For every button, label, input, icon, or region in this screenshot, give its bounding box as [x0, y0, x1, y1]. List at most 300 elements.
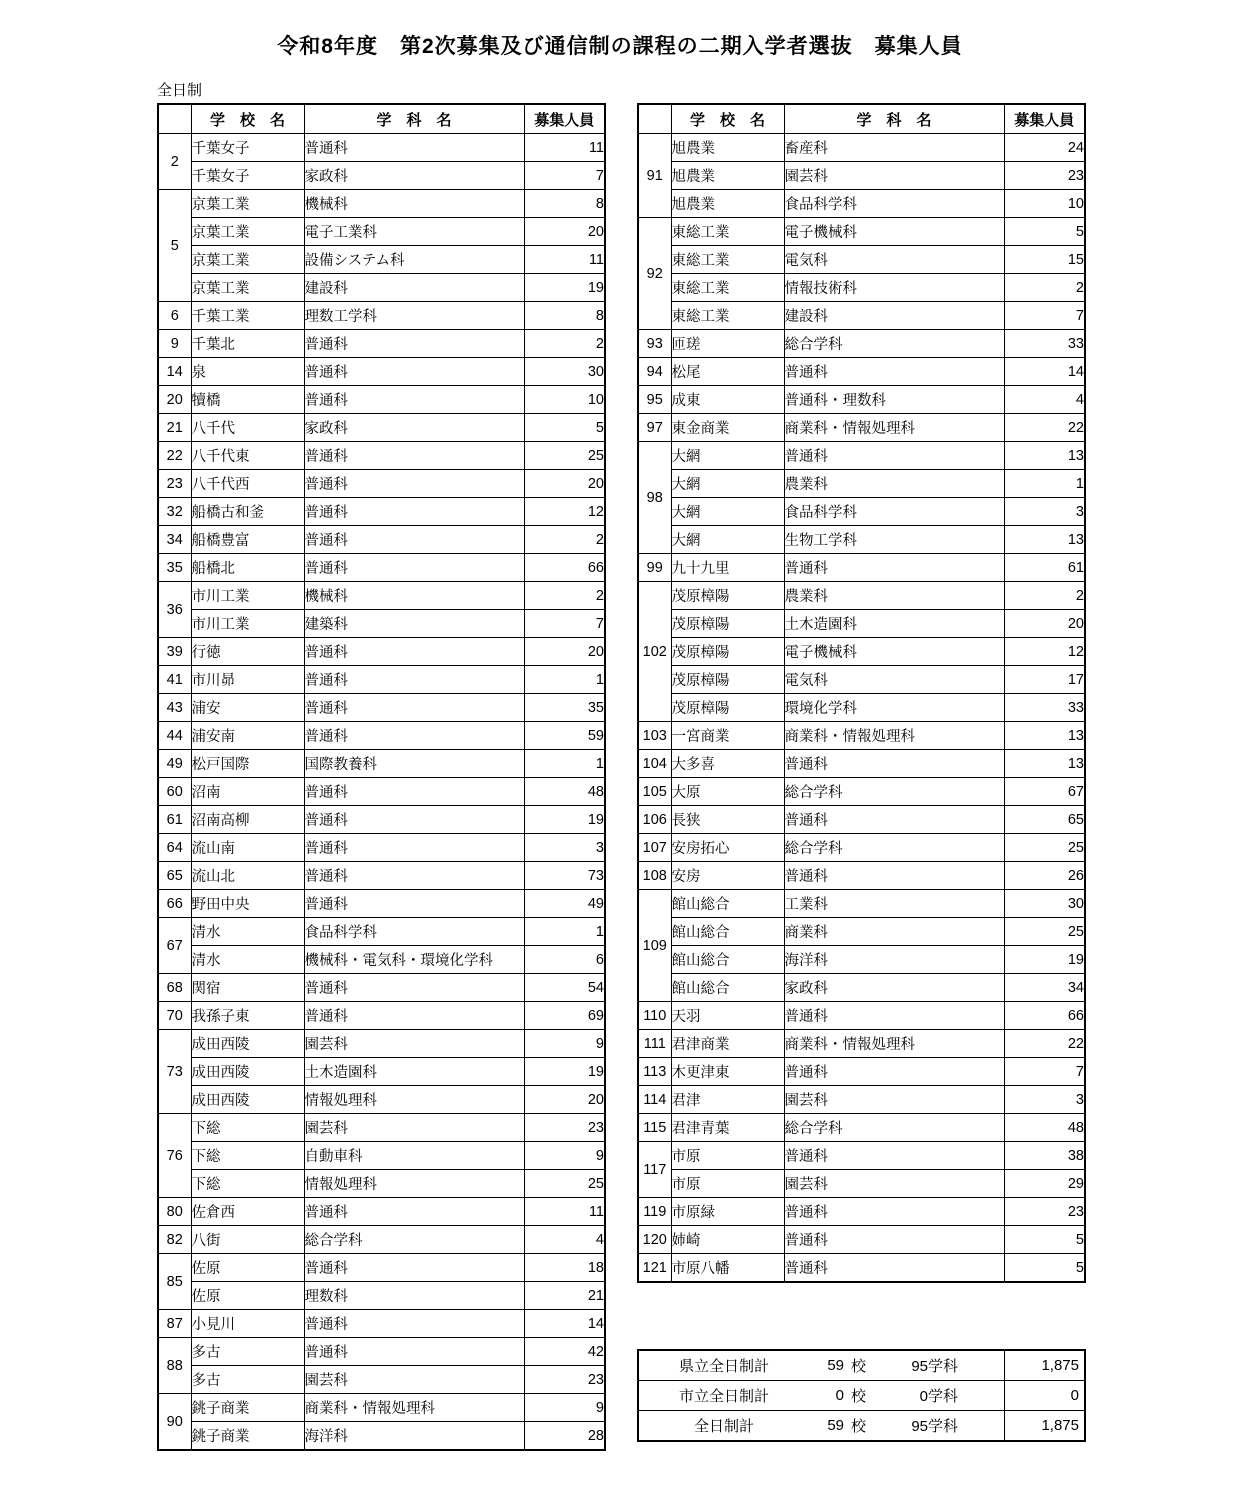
school-number-cell: 43	[158, 694, 191, 722]
header-no-cell	[638, 104, 671, 134]
table-row	[158, 582, 605, 610]
capacity-cell: 42	[524, 1338, 605, 1366]
department-cell: 建設科	[304, 274, 524, 302]
department-cell: 園芸科	[304, 1114, 524, 1142]
capacity-cell: 11	[524, 246, 605, 274]
school-number-cell: 5	[158, 190, 191, 302]
table-row	[638, 162, 1085, 190]
department-cell: 海洋科	[784, 946, 1004, 974]
table-row	[158, 1282, 605, 1310]
school-name-cell: 成田西陵	[191, 1030, 304, 1058]
school-number-cell: 119	[638, 1198, 671, 1226]
department-cell: 家政科	[784, 974, 1004, 1002]
capacity-cell: 12	[1004, 638, 1085, 666]
summary-label: 県立全日制計	[678, 1358, 769, 1375]
department-cell: 電子機械科	[784, 218, 1004, 246]
header-dept-name: 学 科 名	[304, 104, 524, 134]
summary-total-cell: 0	[1004, 1381, 1085, 1411]
school-name-cell: 流山南	[191, 834, 304, 862]
capacity-cell: 2	[524, 526, 605, 554]
capacity-cell: 9	[524, 1142, 605, 1170]
department-cell: 環境化学科	[784, 694, 1004, 722]
department-cell: 総合学科	[784, 778, 1004, 806]
school-name-cell: 安房拓心	[671, 834, 784, 862]
capacity-cell: 10	[524, 386, 605, 414]
table-row	[638, 302, 1085, 330]
school-name-cell: 京葉工業	[191, 190, 304, 218]
capacity-cell: 26	[1004, 862, 1085, 890]
capacity-cell: 19	[524, 274, 605, 302]
department-cell: 普通科	[784, 442, 1004, 470]
department-cell: 普通科	[304, 134, 524, 162]
school-name-cell: 茂原樟陽	[671, 610, 784, 638]
capacity-cell: 66	[1004, 1002, 1085, 1030]
capacity-cell: 61	[1004, 554, 1085, 582]
school-number-cell: 80	[158, 1198, 191, 1226]
school-name-cell: 浦安	[191, 694, 304, 722]
school-name-cell: 大網	[671, 442, 784, 470]
school-name-cell: 八千代	[191, 414, 304, 442]
school-name-cell: 野田中央	[191, 890, 304, 918]
capacity-cell: 23	[524, 1114, 605, 1142]
school-name-cell: 成田西陵	[191, 1058, 304, 1086]
school-name-cell: 八千代西	[191, 470, 304, 498]
capacity-cell: 5	[1004, 218, 1085, 246]
table-row	[638, 1002, 1085, 1030]
school-number-cell: 120	[638, 1226, 671, 1254]
school-name-cell: 館山総合	[671, 946, 784, 974]
capacity-cell: 11	[524, 1198, 605, 1226]
capacity-cell: 20	[524, 218, 605, 246]
department-cell: 総合学科	[784, 330, 1004, 358]
table-row	[638, 946, 1085, 974]
department-cell: 普通科	[304, 1002, 524, 1030]
capacity-cell: 19	[524, 806, 605, 834]
capacity-cell: 20	[524, 470, 605, 498]
table-row	[638, 414, 1085, 442]
table-row	[638, 862, 1085, 890]
table-row	[638, 610, 1085, 638]
capacity-cell: 9	[524, 1394, 605, 1422]
department-cell: 普通科	[304, 358, 524, 386]
school-number-cell: 91	[638, 134, 671, 218]
header-row	[638, 104, 1085, 134]
school-number-cell: 34	[158, 526, 191, 554]
school-name-cell: 茂原樟陽	[671, 582, 784, 610]
capacity-cell: 9	[524, 1030, 605, 1058]
school-name-cell: 茂原樟陽	[671, 638, 784, 666]
table-row	[638, 1226, 1085, 1254]
school-name-cell: 下総	[191, 1170, 304, 1198]
school-number-cell: 117	[638, 1142, 671, 1198]
capacity-cell: 19	[524, 1058, 605, 1086]
school-number-cell: 41	[158, 666, 191, 694]
capacity-cell: 3	[524, 834, 605, 862]
table-row	[158, 1422, 605, 1451]
table-row	[638, 330, 1085, 358]
capacity-cell: 25	[1004, 834, 1085, 862]
school-name-cell: 旭農業	[671, 134, 784, 162]
department-cell: 普通科	[784, 554, 1004, 582]
school-number-cell: 98	[638, 442, 671, 554]
school-number-cell: 6	[158, 302, 191, 330]
school-number-cell: 65	[158, 862, 191, 890]
capacity-cell: 35	[524, 694, 605, 722]
table-row	[638, 806, 1085, 834]
table-row	[158, 386, 605, 414]
school-name-cell: 大多喜	[671, 750, 784, 778]
school-number-cell: 73	[158, 1030, 191, 1114]
school-name-cell: 茂原樟陽	[671, 666, 784, 694]
table-row	[638, 218, 1085, 246]
capacity-cell: 34	[1004, 974, 1085, 1002]
department-cell: 海洋科	[304, 1422, 524, 1451]
table-row	[638, 582, 1085, 610]
capacity-cell: 67	[1004, 778, 1085, 806]
school-number-cell: 64	[158, 834, 191, 862]
department-cell: 商業科・情報処理科	[304, 1394, 524, 1422]
table-row	[638, 358, 1085, 386]
table-row	[638, 1142, 1085, 1170]
school-number-cell: 76	[158, 1114, 191, 1198]
table-row	[638, 722, 1085, 750]
summary-label-cell	[638, 1350, 1004, 1381]
department-cell: 普通科	[304, 694, 524, 722]
capacity-cell: 1	[524, 918, 605, 946]
department-cell: 普通科	[304, 722, 524, 750]
capacity-cell: 23	[524, 1366, 605, 1394]
school-name-cell: 京葉工業	[191, 246, 304, 274]
department-cell: 電子工業科	[304, 218, 524, 246]
table-row	[158, 610, 605, 638]
school-number-cell: 113	[638, 1058, 671, 1086]
capacity-cell: 66	[524, 554, 605, 582]
capacity-cell: 23	[1004, 1198, 1085, 1226]
school-name-cell: 市川工業	[191, 610, 304, 638]
school-name-cell: 関宿	[191, 974, 304, 1002]
department-cell: 機械科	[304, 190, 524, 218]
school-name-cell: 清水	[191, 918, 304, 946]
school-name-cell: 佐原	[191, 1254, 304, 1282]
header-capacity: 募集人員	[524, 104, 605, 134]
school-number-cell: 85	[158, 1254, 191, 1310]
department-cell: 普通科	[304, 442, 524, 470]
table-row	[638, 190, 1085, 218]
school-number-cell: 49	[158, 750, 191, 778]
school-number-cell: 82	[158, 1226, 191, 1254]
summary-row	[638, 1350, 1085, 1381]
table-row	[638, 694, 1085, 722]
department-cell: 普通科	[304, 1254, 524, 1282]
school-name-cell: 千葉女子	[191, 162, 304, 190]
department-cell: 普通科	[304, 666, 524, 694]
school-name-cell: 沼南高柳	[191, 806, 304, 834]
school-number-cell: 67	[158, 918, 191, 974]
table-row	[158, 918, 605, 946]
department-cell: 家政科	[304, 162, 524, 190]
capacity-cell: 59	[524, 722, 605, 750]
table-row	[158, 750, 605, 778]
school-number-cell: 108	[638, 862, 671, 890]
school-number-cell: 102	[638, 582, 671, 722]
department-cell: 理数科	[304, 1282, 524, 1310]
table-row	[638, 778, 1085, 806]
capacity-cell: 7	[524, 610, 605, 638]
school-number-cell: 94	[638, 358, 671, 386]
capacity-cell: 22	[1004, 414, 1085, 442]
school-number-cell: 121	[638, 1254, 671, 1283]
department-cell: 普通科	[304, 890, 524, 918]
department-cell: 情報処理科	[304, 1086, 524, 1114]
school-name-cell: 木更津東	[671, 1058, 784, 1086]
page-title: 令和8年度 第2次募集及び通信制の課程の二期入学者選抜 募集人員	[277, 35, 963, 58]
department-cell: 農業科	[784, 582, 1004, 610]
school-name-cell: 下総	[191, 1142, 304, 1170]
school-name-cell: 市原緑	[671, 1198, 784, 1226]
capacity-cell: 54	[524, 974, 605, 1002]
table-row	[158, 694, 605, 722]
school-number-cell: 9	[158, 330, 191, 358]
school-number-cell: 22	[158, 442, 191, 470]
school-name-cell: 大網	[671, 526, 784, 554]
school-name-cell: 清水	[191, 946, 304, 974]
capacity-cell: 14	[1004, 358, 1085, 386]
department-cell: 土木造園科	[784, 610, 1004, 638]
school-number-cell: 35	[158, 554, 191, 582]
department-cell: 普通科	[784, 1002, 1004, 1030]
header-row	[158, 104, 605, 134]
department-cell: 工業科	[784, 890, 1004, 918]
school-name-cell: 佐原	[191, 1282, 304, 1310]
school-number-cell: 105	[638, 778, 671, 806]
summary-school-unit: 校	[851, 1388, 867, 1405]
summary-label-cell	[638, 1381, 1004, 1411]
table-row	[158, 218, 605, 246]
table-row	[158, 498, 605, 526]
table-row	[158, 1170, 605, 1198]
capacity-cell: 48	[1004, 1114, 1085, 1142]
school-name-cell: 小見川	[191, 1310, 304, 1338]
summary-school-unit: 校	[851, 1358, 867, 1375]
table-row	[158, 1366, 605, 1394]
school-number-cell: 66	[158, 890, 191, 918]
capacity-cell: 5	[1004, 1254, 1085, 1283]
department-cell: 普通科	[304, 498, 524, 526]
school-number-cell: 39	[158, 638, 191, 666]
school-number-cell: 93	[638, 330, 671, 358]
department-cell: 総合学科	[304, 1226, 524, 1254]
capacity-cell: 13	[1004, 526, 1085, 554]
capacity-cell: 14	[524, 1310, 605, 1338]
department-cell: 家政科	[304, 414, 524, 442]
department-cell: 土木造園科	[304, 1058, 524, 1086]
school-number-cell: 92	[638, 218, 671, 330]
summary-label: 全日制計	[693, 1418, 754, 1435]
summary-school-count: 59	[827, 1357, 844, 1374]
capacity-cell: 30	[1004, 890, 1085, 918]
school-name-cell: 茂原樟陽	[671, 694, 784, 722]
school-name-cell: 京葉工業	[191, 274, 304, 302]
school-name-cell: 大原	[671, 778, 784, 806]
school-number-cell: 60	[158, 778, 191, 806]
capacity-cell: 12	[524, 498, 605, 526]
capacity-cell: 20	[524, 1086, 605, 1114]
department-cell: 園芸科	[784, 162, 1004, 190]
school-name-cell: 八千代東	[191, 442, 304, 470]
school-name-cell: 泉	[191, 358, 304, 386]
capacity-cell: 7	[1004, 1058, 1085, 1086]
admission-table-right	[637, 103, 1086, 1283]
table-row	[638, 974, 1085, 1002]
school-number-cell: 106	[638, 806, 671, 834]
school-name-cell: 多古	[191, 1338, 304, 1366]
school-name-cell: 松戸国際	[191, 750, 304, 778]
department-cell: 食品科学科	[784, 498, 1004, 526]
table-row	[158, 890, 605, 918]
capacity-cell: 17	[1004, 666, 1085, 694]
capacity-cell: 8	[524, 302, 605, 330]
department-cell: 普通科	[304, 862, 524, 890]
section-label-fulltime: 全日制	[157, 82, 203, 99]
table-row	[158, 1058, 605, 1086]
capacity-cell: 22	[1004, 1030, 1085, 1058]
department-cell: 普通科	[304, 1338, 524, 1366]
capacity-cell: 23	[1004, 162, 1085, 190]
school-name-cell: 千葉女子	[191, 134, 304, 162]
school-name-cell: 天羽	[671, 1002, 784, 1030]
header-no-cell	[158, 104, 191, 134]
school-name-cell: 船橋古和釜	[191, 498, 304, 526]
capacity-cell: 8	[524, 190, 605, 218]
school-name-cell: 旭農業	[671, 162, 784, 190]
table-row	[638, 638, 1085, 666]
capacity-cell: 20	[1004, 610, 1085, 638]
capacity-cell: 24	[1004, 134, 1085, 162]
table-row	[638, 890, 1085, 918]
capacity-cell: 10	[1004, 190, 1085, 218]
table-row	[158, 834, 605, 862]
capacity-cell: 25	[524, 1170, 605, 1198]
department-cell: 普通科	[304, 778, 524, 806]
capacity-cell: 21	[524, 1282, 605, 1310]
table-row	[158, 1338, 605, 1366]
capacity-cell: 13	[1004, 722, 1085, 750]
summary-total-cell: 1,875	[1004, 1350, 1085, 1381]
school-name-cell: 館山総合	[671, 890, 784, 918]
department-cell: 建設科	[784, 302, 1004, 330]
table-row	[638, 1114, 1085, 1142]
school-number-cell: 109	[638, 890, 671, 1002]
school-number-cell: 70	[158, 1002, 191, 1030]
capacity-cell: 65	[1004, 806, 1085, 834]
summary-row	[638, 1411, 1085, 1442]
department-cell: 普通科	[304, 806, 524, 834]
capacity-cell: 5	[1004, 1226, 1085, 1254]
school-name-cell: 京葉工業	[191, 218, 304, 246]
school-name-cell: 多古	[191, 1366, 304, 1394]
capacity-cell: 11	[524, 134, 605, 162]
summary-label: 市立全日制計	[678, 1388, 769, 1405]
capacity-cell: 33	[1004, 330, 1085, 358]
department-cell: 情報技術科	[784, 274, 1004, 302]
table-row	[638, 1254, 1085, 1283]
department-cell: 畜産科	[784, 134, 1004, 162]
department-cell: 国際教養科	[304, 750, 524, 778]
school-name-cell: 市原	[671, 1142, 784, 1170]
department-cell: 普通科	[784, 1254, 1004, 1283]
school-number-cell: 110	[638, 1002, 671, 1030]
school-name-cell: 姉崎	[671, 1226, 784, 1254]
table-row	[158, 162, 605, 190]
table-row	[638, 386, 1085, 414]
table-row	[158, 946, 605, 974]
school-number-cell: 103	[638, 722, 671, 750]
capacity-cell: 13	[1004, 442, 1085, 470]
table-row	[638, 470, 1085, 498]
department-cell: 電子機械科	[784, 638, 1004, 666]
school-name-cell: 大網	[671, 470, 784, 498]
school-name-cell: 東総工業	[671, 246, 784, 274]
school-name-cell: 成田西陵	[191, 1086, 304, 1114]
capacity-cell: 25	[1004, 918, 1085, 946]
capacity-cell: 28	[524, 1422, 605, 1451]
department-cell: 普通科	[304, 470, 524, 498]
header-school-name: 学 校 名	[671, 104, 784, 134]
school-name-cell: 館山総合	[671, 974, 784, 1002]
capacity-cell: 29	[1004, 1170, 1085, 1198]
capacity-cell: 4	[1004, 386, 1085, 414]
capacity-cell: 2	[1004, 274, 1085, 302]
table-row	[158, 442, 605, 470]
capacity-cell: 5	[524, 414, 605, 442]
capacity-cell: 25	[524, 442, 605, 470]
school-number-cell: 115	[638, 1114, 671, 1142]
table-row	[158, 358, 605, 386]
school-number-cell: 20	[158, 386, 191, 414]
table-row	[638, 498, 1085, 526]
summary-dept-count: 95学科	[911, 1358, 959, 1375]
department-cell: 普通科	[784, 1226, 1004, 1254]
school-name-cell: 市原八幡	[671, 1254, 784, 1283]
summary-total-cell: 1,875	[1004, 1411, 1085, 1442]
school-number-cell: 36	[158, 582, 191, 638]
table-row	[158, 862, 605, 890]
table-row	[638, 526, 1085, 554]
school-number-cell: 61	[158, 806, 191, 834]
school-name-cell: 安房	[671, 862, 784, 890]
department-cell: 情報処理科	[304, 1170, 524, 1198]
table-row	[158, 134, 605, 162]
table-row	[638, 246, 1085, 274]
capacity-cell: 3	[1004, 498, 1085, 526]
department-cell: 普通科	[304, 526, 524, 554]
school-name-cell: 東総工業	[671, 302, 784, 330]
school-name-cell: 沼南	[191, 778, 304, 806]
table-row	[158, 638, 605, 666]
school-number-cell: 97	[638, 414, 671, 442]
school-name-cell: 銚子商業	[191, 1422, 304, 1451]
capacity-cell: 4	[524, 1226, 605, 1254]
department-cell: 普通科	[784, 806, 1004, 834]
table-row	[638, 1198, 1085, 1226]
school-name-cell: 東金商業	[671, 414, 784, 442]
department-cell: 園芸科	[304, 1030, 524, 1058]
department-cell: 理数工学科	[304, 302, 524, 330]
department-cell: 園芸科	[304, 1366, 524, 1394]
table-row	[158, 974, 605, 1002]
school-name-cell: 千葉工業	[191, 302, 304, 330]
school-name-cell: 君津商業	[671, 1030, 784, 1058]
